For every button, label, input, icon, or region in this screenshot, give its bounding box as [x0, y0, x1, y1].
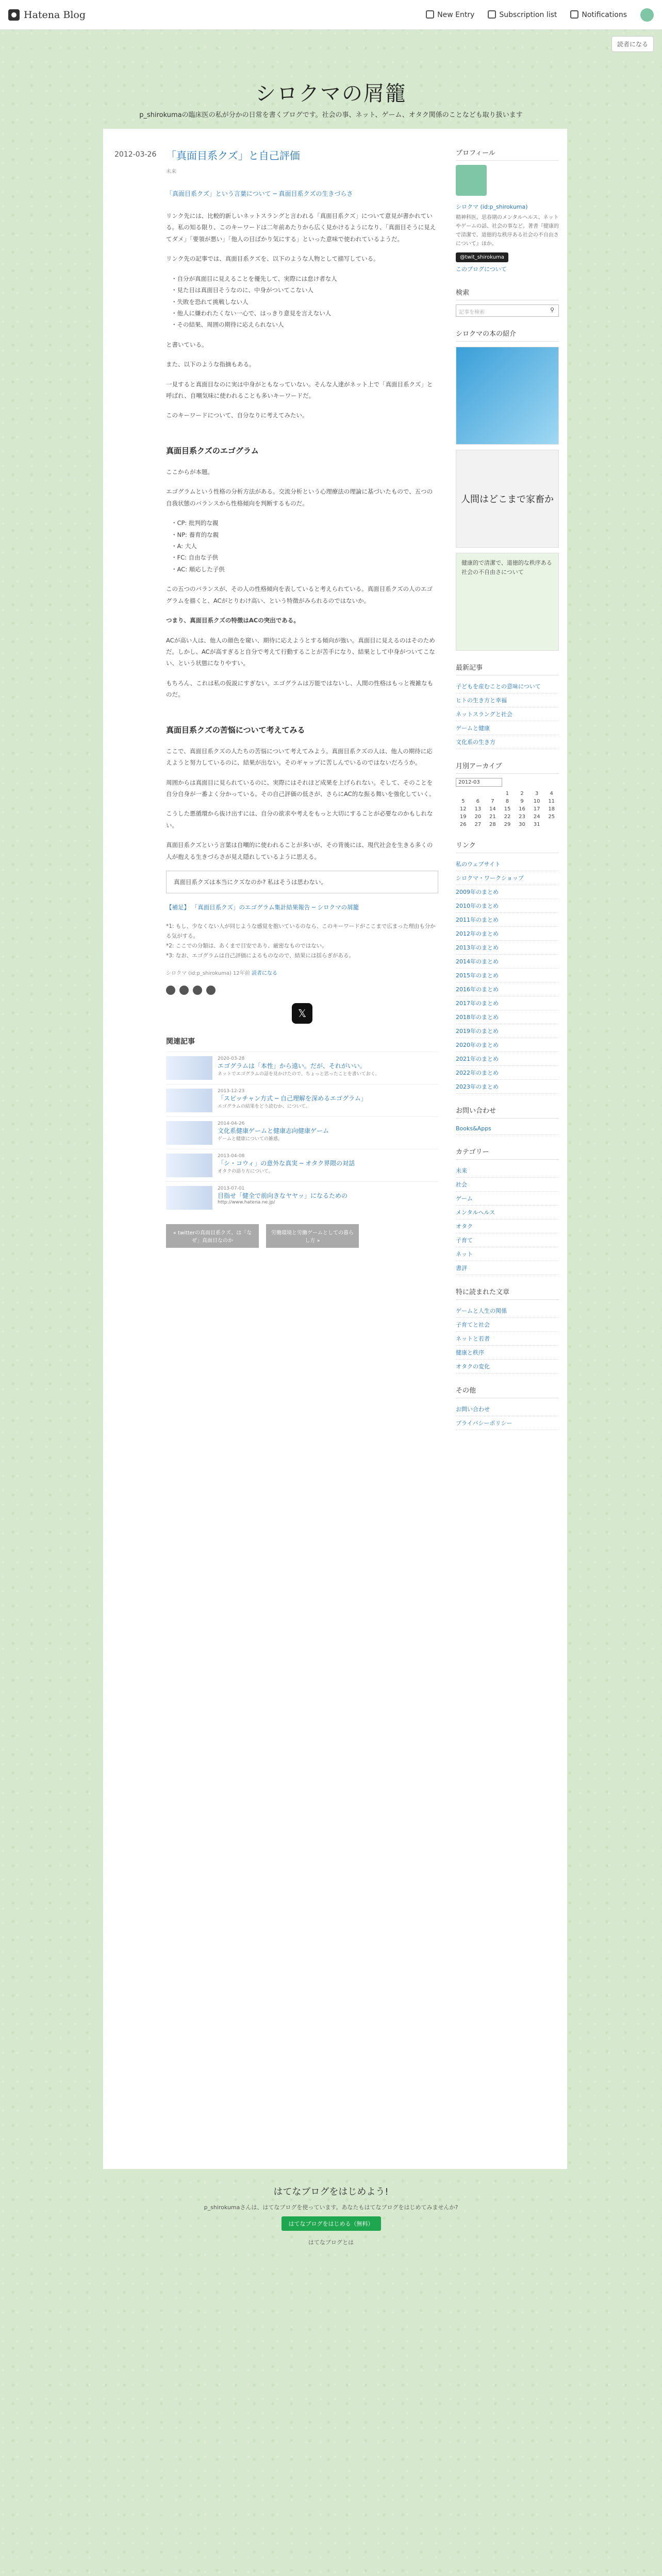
line-icon[interactable] [193, 986, 202, 995]
calendar-day[interactable]: 29 [504, 822, 511, 827]
related-title[interactable]: 「スピッチャン方式 ─ 自己理解を深めるエゴグラム」 [218, 1095, 367, 1103]
related-heading: 関連記事 [166, 1038, 195, 1046]
new-entry-button[interactable]: New Entry [426, 10, 474, 19]
blog-title[interactable]: シロクマの屑籠 [255, 82, 407, 106]
list-item: ・ 見た目は真面目そうなのに、中身がついてこない人 [171, 284, 438, 296]
recent-entry-link[interactable]: ネットスラングと社会 [456, 707, 559, 721]
bullet-list [171, 273, 438, 331]
related-thumbnail[interactable] [166, 1089, 212, 1112]
pencil-icon [426, 10, 434, 19]
popular-entry-link[interactable]: 子育てと社会 [456, 1318, 559, 1332]
related-date: 2013-04-08 [218, 1154, 245, 1159]
recent-entry-link[interactable]: ヒトの生き方と幸福 [456, 693, 559, 707]
calendar-day[interactable]: 28 [489, 822, 496, 827]
calendar-day [471, 790, 486, 798]
related-excerpt: ネットでエゴグラムの話を見かけたので、ちょっと思ったことを書いておく。 [218, 1072, 380, 1077]
calendar-day[interactable]: 18 [548, 806, 555, 812]
calendar-row [456, 798, 559, 805]
about-hatena-link[interactable]: はてなブログとは [308, 2239, 354, 2246]
start-blog-button[interactable]: はてなブログをはじめる（無料） [282, 2216, 381, 2231]
sidebar-link[interactable]: 2013年のまとめ [456, 941, 559, 955]
paragraph: また、以下のような指摘もある。 [166, 361, 255, 368]
calendar-day[interactable]: 20 [474, 814, 482, 820]
calendar-day[interactable]: 27 [474, 822, 482, 827]
hatena-promo [0, 2184, 662, 2251]
popular-entry-link[interactable]: 健康と秩序 [456, 1346, 559, 1360]
paragraph: リンク先の記事では、真面目系クズを、以下のような人物として描写している。 [166, 255, 379, 263]
book-cover[interactable] [456, 347, 559, 445]
paragraph: 真面目系クズという言葉は自嘲的に使われることが多いが、その背後には、現代社会を生きる多くの人が抱える生きづらさが見え隠れしているように思える。 [166, 841, 433, 860]
related-entry[interactable] [166, 1116, 438, 1149]
recent-entry-link[interactable]: 文化系の生き方 [456, 735, 559, 749]
other-link[interactable]: プライバシーポリシー [456, 1416, 559, 1430]
sidebar-link[interactable]: 2020年のまとめ [456, 1038, 559, 1052]
paragraph: ここで、真面目系クズの人たちの苦悩について考えてみよう。真面目系クズの人は、他人の期待に応えようと努力しているのに、結果が出ない。そのギャップに苦しんでいるのではないだろうか。 [166, 747, 433, 767]
calendar-day[interactable]: 11 [548, 799, 555, 804]
about-blog-link[interactable]: このブログについて [456, 266, 507, 273]
calendar-day[interactable]: 6 [476, 799, 480, 804]
related-date: 2020-03-28 [218, 1056, 245, 1062]
calendar-row [456, 805, 559, 813]
calendar-day[interactable]: 5 [461, 799, 465, 804]
subscribe-button[interactable]: 読者になる [611, 36, 654, 52]
hatena-blog-logo[interactable]: Hatena Blog [8, 9, 86, 21]
calendar-day [544, 821, 559, 828]
category-link[interactable]: ゲーム [456, 1192, 559, 1206]
paragraph: 一見すると真面目なのに実は中身がともなっていない。そんな人達がネット上で「真面目系クズ」と呼ばれ、自嘲気味に使われることも多いキーワードだ。 [166, 380, 433, 400]
list-item: ・ AC: 順応した子供 [171, 564, 438, 575]
related-excerpt: http://www.hatena.ne.jp/ [218, 1200, 275, 1206]
calendar-day[interactable]: 14 [489, 806, 496, 812]
pager [166, 1224, 438, 1248]
calendar-day[interactable]: 26 [459, 822, 467, 827]
related-thumbnail[interactable] [166, 1186, 212, 1210]
sidebar-link[interactable]: 2010年のまとめ [456, 899, 559, 913]
recent-entry-link[interactable]: 子どもを産むことの意味について [456, 680, 559, 693]
sidebar-link[interactable]: 2022年のまとめ [456, 1066, 559, 1080]
sidebar-link[interactable]: 私のウェブサイト [456, 857, 559, 871]
footnotes: *1: もし、少なくない人が同じような感覚を抱いているのなら、このキーワードがここまで広まった理由も分かる気がする。 *2: ここでの分類は、あくまで目安であり、厳密なものではない。 *3: なお、エゴグラムは自己評価によるものなので、結果には揺らぎがある。 [166, 923, 436, 959]
search-heading: 検索 [456, 287, 559, 300]
calendar-day[interactable]: 23 [519, 814, 525, 820]
calendar-day[interactable]: 25 [548, 814, 555, 820]
notifications-button[interactable]: Notifications [570, 10, 627, 19]
calendar-day[interactable]: 9 [520, 799, 524, 804]
recent-entry-link[interactable]: ゲームと健康 [456, 721, 559, 735]
related-text [218, 1089, 367, 1112]
prev-entry-link[interactable]: « twitterの真面目系クズ、は「なぜ」真面目なのか [166, 1224, 259, 1248]
quote-box: 真面目系クズは本当にクズなのか? 私はそうは思わない。 [166, 871, 438, 893]
other-heading: その他 [456, 1385, 559, 1398]
search-icon[interactable]: ⚲ [550, 307, 555, 313]
archive-calendar [456, 790, 559, 828]
list-item: ・ FC: 自由な子供 [171, 552, 438, 563]
calendar-day[interactable]: 8 [505, 799, 509, 804]
list-item: ・ その結果、周囲の期待に応えられない人 [171, 319, 438, 330]
list-item: ・ CP: 批判的な親 [171, 517, 438, 529]
calendar-day[interactable]: 16 [519, 806, 525, 812]
related-thumbnail[interactable] [166, 1056, 212, 1080]
sidebar-link[interactable]: 2011年のまとめ [456, 913, 559, 927]
list-item: ・ 失敗を恐れて挑戦しない人 [171, 296, 438, 308]
sidebar-link[interactable]: 2012年のまとめ [456, 927, 559, 941]
related-date: 2014-04-26 [218, 1121, 245, 1127]
category-link[interactable]: 書評 [456, 1261, 559, 1275]
book-cover[interactable]: 健康的で清潔で、道徳的な秩序ある社会の不自由さについて [456, 553, 559, 651]
sidebar [456, 147, 559, 1430]
related-date: 2013-12-23 [218, 1089, 245, 1094]
paragraph: 周囲からは真面目に見られているのに、実際にはそれほど成果を上げられない。そして、そのことを自分自身が一番よく分かっている。その自己評価の低さが、さらにAC的な振る舞いを強化していく。 [166, 778, 435, 798]
entry-category[interactable]: 未来 [166, 169, 176, 175]
calendar-day[interactable]: 2 [520, 791, 524, 796]
related-entry[interactable] [166, 1084, 438, 1116]
related-title[interactable]: 「シ・コウィ」の意外な真実 ─ オタク界隈の対話 [218, 1160, 355, 1167]
calendar-day[interactable]: 21 [489, 814, 496, 820]
paragraph: このキーワードについて、自分なりに考えてみたい。 [166, 412, 308, 419]
search-box [456, 304, 559, 317]
calendar-day[interactable]: 7 [491, 799, 494, 804]
calendar-day [456, 790, 471, 798]
pocket-icon[interactable] [206, 986, 216, 995]
books-heading: シロクマの本の紹介 [456, 328, 559, 342]
hatena-bookmark-icon[interactable] [166, 986, 175, 995]
subscription-list-button[interactable]: Subscription list [488, 10, 557, 19]
calendar-day[interactable]: 31 [533, 822, 540, 827]
profile-heading: プロフィール [456, 147, 559, 161]
paragraph: こうした悪循環から抜け出すには、自分の欲求や考えをもっと大切にすることが必要なのかもしれない。 [166, 810, 433, 829]
related-text [218, 1121, 329, 1145]
paragraph: ここからが本題。 [166, 468, 213, 476]
related-date: 2013-07-01 [218, 1186, 245, 1192]
paragraph: つまり、真面目系クズの特徴はACの突出である。 [166, 617, 300, 624]
calendar-day[interactable]: 24 [533, 814, 540, 820]
calendar-row [456, 821, 559, 828]
calendar-day[interactable]: 22 [504, 814, 511, 820]
category-link[interactable]: ネット [456, 1247, 559, 1261]
links-heading: リンク [456, 840, 559, 853]
category-link[interactable]: メンタルヘルス [456, 1206, 559, 1219]
calendar-day[interactable]: 10 [533, 799, 540, 804]
user-avatar[interactable] [640, 8, 654, 22]
calendar-day[interactable]: 3 [535, 791, 539, 796]
paragraph: エゴグラムという性格の分析方法がある。交流分析という心理療法の理論に基づいたもので、五つの自我状態のバランスから性格傾向を判断するものだ。 [166, 488, 433, 507]
calendar-day[interactable]: 15 [504, 806, 511, 812]
next-entry-link[interactable]: 労働環境と労働ゲームとしての暮らし方 » [266, 1224, 359, 1248]
profile-name[interactable]: シロクマ (id:p_shirokuma) [456, 204, 528, 210]
related-excerpt: オタクの語り方について。 [218, 1169, 273, 1175]
calendar-day[interactable]: 17 [533, 806, 540, 812]
blog-description: p_shirokumaの臨床医の私が分かの日常を書くブログです。社会の事、ネット、ゲーム、オタク関係のことなども取り扱います [139, 111, 523, 119]
profile-text: 精神科医。思春期のメンタルヘルス、ネットやゲームの話、社会の事など。著書『健康的で清潔で、道徳的な秩序ある社会の不自由さについて』ほか。 [456, 215, 559, 247]
sidebar-link[interactable]: 2023年のまとめ [456, 1080, 559, 1094]
related-title[interactable]: 目指せ「健全で前向きなヤヤッ」になるための [218, 1192, 348, 1200]
recent-heading: 最新記事 [456, 662, 559, 675]
popular-entry-link[interactable]: ゲームと人生の関係 [456, 1304, 559, 1318]
contact-link[interactable]: Books&Apps [456, 1123, 559, 1135]
paragraph: リンク先には、比較的新しいネットスラングと言われる「真面目系クズ」について意見が書かれている。私の知る限り、このキーワードは二年前あたりから広く見かけるようになり、「真面目そうに見えてダメ」「要領が悪い」「他人の目ばかり気にする」といった意味で使われているようだ。 [166, 212, 436, 243]
calendar-day[interactable]: 19 [459, 814, 467, 820]
calendar-day [485, 790, 500, 798]
list-item: ・ A: 大人 [171, 540, 438, 552]
sidebar-link[interactable]: 2009年のまとめ [456, 885, 559, 899]
calendar-day[interactable]: 12 [459, 806, 467, 812]
paragraph: と書いている。 [166, 341, 208, 348]
sidebar-link[interactable]: 2019年のまとめ [456, 1024, 559, 1038]
list-item: ・ NP: 養育的な親 [171, 529, 438, 540]
related-entries [166, 1036, 438, 1214]
subscribe-link[interactable]: 読者になる [251, 971, 277, 977]
section-heading: 真面目系クズのエゴグラム [166, 446, 259, 455]
article [166, 147, 438, 1248]
entry-title[interactable]: 「真面目系クズ」と自己評価 [166, 149, 300, 162]
paragraph: ACが高い人は、他人の顔色を窺い、期待に応えようとする傾向が強い。真面目に見えるのはそのためだ。しかし、ACが高すぎると自分で考えて行動することが苦手になり、結果として中身がついてこない、という状態になりやすい。 [166, 636, 435, 667]
list-item: ・ 他人に嫌われたくない一心で、はっきり意見を言えない人 [171, 308, 438, 319]
calendar-row [456, 790, 559, 798]
related-text [218, 1154, 355, 1177]
categories-heading: カテゴリー [456, 1146, 559, 1160]
lead-link[interactable]: 「真面目系クズ」という言葉について ─ 真面目系クズの生きづらさ [166, 190, 353, 197]
list-icon [488, 10, 496, 19]
related-text [218, 1186, 347, 1210]
byline: シロクマ (id:p_shirokuma) 12年前 読者になる [166, 971, 277, 977]
calendar-day[interactable]: 4 [550, 791, 553, 796]
related-entry[interactable] [166, 1181, 438, 1214]
bell-icon [570, 10, 578, 19]
sidebar-link[interactable]: シロクマ・ワークショップ [456, 871, 559, 885]
category-link[interactable]: 子育て [456, 1233, 559, 1247]
related-entry[interactable] [166, 1052, 438, 1084]
category-link[interactable]: オタク [456, 1219, 559, 1233]
twitter-follow-button[interactable]: @twit_shirokuma [456, 252, 508, 262]
calendar-day[interactable]: 1 [505, 791, 509, 796]
entry-date[interactable]: 2012-03-26 [114, 150, 157, 159]
popular-entry-link[interactable]: ネットと若者 [456, 1332, 559, 1346]
calendar-day[interactable]: 30 [519, 822, 525, 827]
category-link[interactable]: 未来 [456, 1164, 559, 1178]
related-thumbnail[interactable] [166, 1121, 212, 1145]
related-title[interactable]: 文化系健康ゲームと健康志向健康ゲーム [218, 1127, 329, 1135]
related-thumbnail[interactable] [166, 1154, 212, 1177]
share-buttons [166, 986, 438, 995]
hatena-logo-icon [8, 9, 20, 21]
archive-heading: 月別アーカイブ [456, 760, 559, 774]
related-text [218, 1056, 380, 1080]
category-link[interactable]: 社会 [456, 1178, 559, 1192]
calendar-day[interactable]: 13 [474, 806, 482, 812]
related-excerpt: エゴグラムの結果をどう読むか、について。 [218, 1104, 310, 1110]
calendar-row [456, 813, 559, 821]
contact-heading: お問い合わせ [456, 1105, 559, 1118]
sidebar-link[interactable]: 2014年のまとめ [456, 955, 559, 969]
bullet-list [171, 517, 438, 575]
sidebar-link[interactable]: 2016年のまとめ [456, 982, 559, 996]
popular-entry-link[interactable]: オタクの変化 [456, 1360, 559, 1374]
paragraph: この五つのバランスが、その人の性格傾向を表していると考えられている。真面目系クズの人のエゴグラムを描くと、ACがとりわけ高い、という特徴がみられるのではないか。 [166, 585, 433, 604]
facebook-icon[interactable] [179, 986, 189, 995]
list-item: ・ 自分が真面目に見えることを優先して、実際には怠け者な人 [171, 273, 438, 284]
search-input[interactable]: 記事を検索 [459, 310, 485, 315]
profile-avatar[interactable] [456, 165, 487, 196]
related-entry[interactable] [166, 1149, 438, 1181]
popular-heading: 特に読まれた文章 [456, 1286, 559, 1300]
sidebar-link[interactable]: 2021年のまとめ [456, 1052, 559, 1066]
sidebar-link[interactable]: 2015年のまとめ [456, 969, 559, 982]
sidebar-link[interactable]: 2018年のまとめ [456, 1010, 559, 1024]
related-title[interactable]: エゴグラムは「本性」から遠い。だが、それがいい。 [218, 1062, 366, 1070]
other-link[interactable]: お問い合わせ [456, 1402, 559, 1416]
section-heading: 真面目系クズの苦悩について考えてみる [166, 725, 305, 735]
related-excerpt: ゲームと健康についての雑感。 [218, 1137, 283, 1142]
hatena-topbar [0, 0, 662, 30]
paragraph: もちろん、これは私の仮説にすぎない。エゴグラムは万能ではないし、人間の性格はもっと複雑なものだ。 [166, 679, 434, 699]
related-link[interactable]: 【補足】 「真面目系クズ」のエゴグラム集計結果報告 ─ シロクマの屑籠 [166, 904, 359, 911]
promo-title: はてなブログをはじめよう! [273, 2187, 389, 2197]
sidebar-link[interactable]: 2017年のまとめ [456, 996, 559, 1010]
book-cover[interactable]: 人間はどこまで家畜か [456, 450, 559, 548]
archive-select[interactable]: 2012-03 [456, 778, 502, 787]
x-share-icon[interactable]: 𝕏 [292, 1003, 312, 1024]
promo-text: p_shirokumaさんは、はてなブログを使っています。あなたもはてなブログをはじめてみませんか? [204, 2204, 458, 2211]
